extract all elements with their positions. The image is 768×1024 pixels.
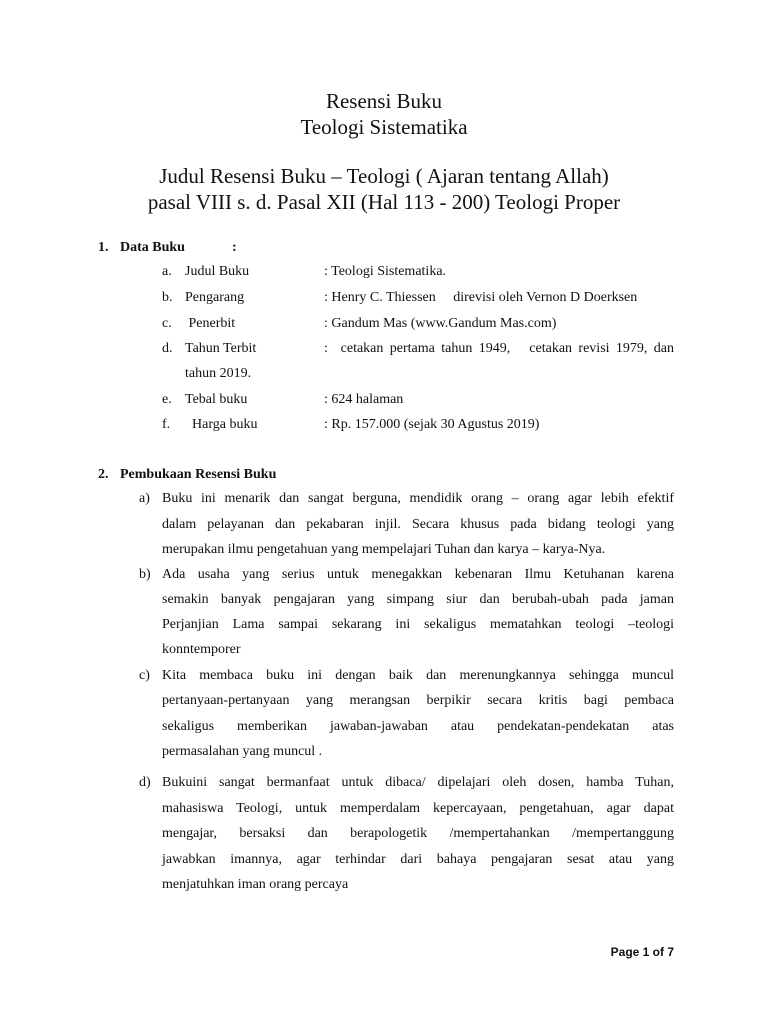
paragraph-letter: a) (139, 491, 150, 506)
row-value: : Rp. 157.000 (sejak 30 Agustus 2019) (324, 417, 540, 432)
paragraph-line: menjatuhkan iman orang percaya (162, 877, 349, 892)
row-value: : Teologi Sistematika. (324, 264, 447, 279)
paragraph-line: konntemporer (162, 642, 241, 657)
paragraph-line: merupakan ilmu pengetahuan yang mempelajari Tuhan dan karya – karya-Nya. (162, 542, 606, 557)
paragraph-line: dalam pelayanan dan pekabaran injil. Secara khusus pada bidang teologi yang (162, 517, 674, 532)
section-heading-pembukaan (98, 465, 276, 485)
row-letter: b. (162, 290, 173, 305)
paragraph-line: permasalahan yang muncul . (162, 744, 323, 759)
paragraph-line: Kita membaca buku ini dengan baik dan merenungkannya sehingga muncul (162, 668, 674, 683)
paragraph-line: Ada usaha yang serius untuk menegakkan kebenaran Ilmu Ketuhanan karena (162, 567, 674, 582)
row-value: : 624 halaman (324, 392, 404, 407)
review-title-line-1: Judul Resensi Buku – Teologi ( Ajaran tentang Allah) (159, 164, 609, 188)
paragraph-line: mengajar, bersaksi dan berapologetik /mempertahankan /mempertanggung (162, 826, 674, 841)
section-heading-data-buku (98, 238, 237, 258)
review-title-line-2: pasal VIII s. d. Pasal XII (Hal 113 - 200) Teologi Proper (147, 190, 621, 214)
row-label: Judul Buku (185, 264, 250, 279)
page-number: Page 1 of 7 (610, 945, 674, 959)
paragraph-line: sekaligus memberikan jawaban-jawaban atau pendekatan-pendekatan atas (162, 719, 674, 734)
paragraph-line: Perjanjian Lama sampai sekarang ini sekaligus mematahkan teologi –teologi (162, 617, 674, 632)
row-label: Tebal buku (185, 392, 248, 407)
paragraph-letter: c) (139, 668, 150, 683)
paragraph-letter: d) (139, 775, 151, 790)
section-number: 1. (98, 240, 109, 255)
row-label: Pengarang (185, 290, 245, 305)
row-value-continuation: tahun 2019. (185, 366, 252, 381)
paragraph-letter: b) (139, 567, 151, 582)
row-label: Tahun Terbit (185, 341, 257, 356)
paragraph-line: mahasiswa Teologi, untuk memperdalam kepercayaan, pengetahuan, agar dapat (162, 801, 674, 816)
row-letter: d. (162, 341, 173, 356)
row-label: Penerbit (185, 316, 236, 331)
document-title: Resensi Buku (325, 89, 443, 113)
paragraph-line: Bukuini sangat bermanfaat untuk dibaca/ dipelajari oleh dosen, hamba Tuhan, (162, 775, 674, 790)
row-letter: c. (162, 316, 172, 331)
row-letter: f. (162, 417, 171, 432)
section-title: Pembukaan Resensi Buku (120, 467, 277, 482)
section-colon: : (232, 240, 237, 255)
row-value: : Gandum Mas (www.Gandum Mas.com) (324, 316, 557, 331)
paragraph-line: pertanyaan-pertanyaan yang merangsan berpikir secara kritis bagi pembaca (162, 693, 674, 708)
paragraph-line: semakin banyak pengajaran yang simpang siur dan berubah-ubah pada jaman (162, 592, 674, 607)
document-subtitle: Teologi Sistematika (300, 115, 468, 139)
paragraph-line: Buku ini menarik dan sangat berguna, mendidik orang – orang agar lebih efektif (162, 491, 674, 506)
row-letter: e. (162, 392, 172, 407)
section-number: 2. (98, 467, 109, 482)
row-label: Harga buku (185, 417, 258, 432)
row-value: : Henry C. Thiessen direvisi oleh Vernon D Doerksen (324, 290, 638, 305)
row-letter: a. (162, 264, 172, 279)
row-value: : cetakan pertama tahun 1949, cetakan revisi 1979, dan (324, 341, 674, 356)
section-title: Data Buku (120, 240, 185, 255)
paragraph-line: jawabkan imannya, agar terhindar dari bahaya pengajaran sesat atau yang (162, 852, 674, 867)
